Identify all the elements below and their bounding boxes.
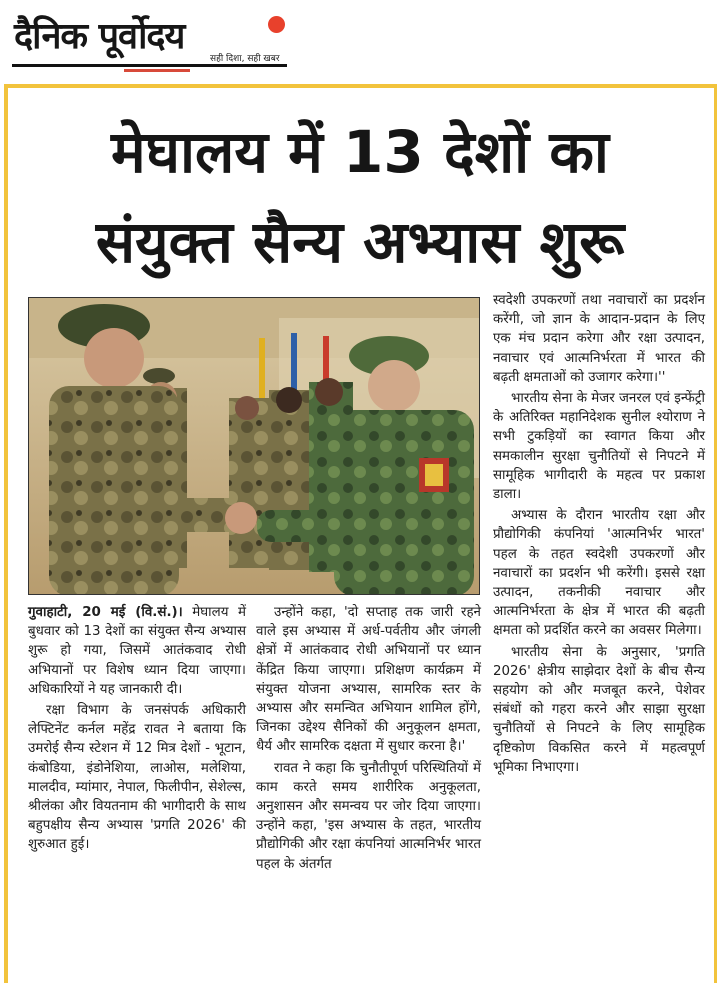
paragraph — [28, 603, 246, 699]
newspaper-name: दैनिक पूर्वोदय — [14, 16, 185, 57]
paragraph-text: मेघालय में बुधवार को 13 देशों का संयुक्त सैन्य अभ्यास शुरू हो गया, जिसमें आतंकवाद रोधी अभियानों पर विशेष ध्यान दिया जाएगा। अधिकारियों ने यह जानकारी दी। — [28, 605, 246, 697]
headline-line-1: मेघालय में 13 देशों का — [111, 118, 609, 186]
article-column-1 — [28, 603, 246, 857]
paragraph: अभ्यास के दौरान भारतीय रक्षा और प्रौद्योगिकी कंपनियां 'आत्मनिर्भर भारत' पहल के तहत स्वदेशी उपकरणों और नवाचारों का प्रदर्शन भी करेंगी। इससे रक्षा उत्पादन, तकनीकी नवाचार और आत्मनिर्भरता के क्षेत्र में भारत की बढ़ती क्षमता को प्रदर्शित करने का अवसर मिलेगा। — [493, 508, 705, 639]
article-column-3 — [493, 291, 705, 779]
article-photo — [28, 297, 480, 595]
dateline: गुवाहाटी, 20 मई (वि.सं.)। — [28, 605, 183, 620]
paragraph: रावत ने कहा कि चुनौतीपूर्ण परिस्थितियों में काम करते समय शारीरिक अनुकूलता, अनुशासन और समन्वय पर जोर दिया जाएगा। उन्होंने कहा, 'इस अभ्यास के तहत, भारतीय प्रौद्योगिकी और रक्षा कंपनियां आत्मनिर्भर भारत पहल के अंतर्गत — [256, 760, 481, 872]
headline-line-2: संयुक्त सैन्य अभ्यास शुरू — [95, 208, 625, 276]
logo-dot-icon — [268, 16, 285, 33]
paragraph: भारतीय सेना के मेजर जनरल एवं इन्फेंट्री के अतिरिक्त महानिदेशक सुनील श्योराण ने सभी टुकड़ियों का स्वागत किया और समकालीन सुरक्षा चुनौतियों से निपटने में सामूहिक भागीदारी के महत्व पर प्रकाश डाला। — [493, 391, 705, 503]
soldiers-handshake-photo-icon — [29, 298, 480, 595]
article-column-2 — [256, 603, 481, 876]
paragraph: स्वदेशी उपकरणों तथा नवाचारों का प्रदर्शन करेंगी, जो ज्ञान के आदान-प्रदान के लिए एक मंच प्रदान करेगा और रक्षा उत्पादन, नवाचार एवं आत्मनिर्भरता में भारत की बढ़ती क्षमताओं को उजागर करेगा।'' — [493, 293, 705, 385]
paragraph: रक्षा विभाग के जनसंपर्क अधिकारी लेफ्टिनेंट कर्नल महेंद्र रावत ने बताया कि उमरोई सैन्य स्टेशन में 12 मित्र देशों - भूटान, कंबोडिया, इंडोनेशिया, लाओस, मलेशिया, मालदीव, म्यांमार, नेपाल, फिलीपीन, सेशेल्स, श्रीलंका और वियतनाम की भागीदारी के साथ बहुपक्षीय सैन्य अभ्यास 'प्रगति 2026' की शुरुआत हुई। — [28, 703, 246, 853]
paragraph: भारतीय सेना के अनुसार, 'प्रगति 2026' क्षेत्रीय साझेदार देशों के बीच सैन्य सहयोग को और मजबूत करने, पेशेवर संबंधों को गहरा करने और साझा सुरक्षा चुनौतियों से निपटने के लिए सामूहिक दृष्टिकोण विकसित करने में महत्वपूर्ण भूमिका निभाएगा। — [493, 644, 705, 775]
newspaper-tagline: सही दिशा, सही खबर — [210, 54, 280, 64]
masthead-rule — [12, 64, 287, 67]
paragraph: उन्होंने कहा, 'दो सप्ताह तक जारी रहने वाले इस अभ्यास में अर्ध-पर्वतीय और जंगली क्षेत्रों में आतंकवाद रोधी अभियानों पर ध्यान केंद्रित किया जाएगा। प्रशिक्षण कार्यक्रम में संयुक्त योजना अभ्यास, सामरिक स्तर के अभ्यास और समन्वित अभियान शामिल होंगे, जिनका उद्देश्य सैनिकों की अनुकूलन क्षमता, धैर्य और सामरिक दक्षता में सुधार करना है।' — [256, 605, 481, 755]
masthead — [12, 8, 287, 70]
masthead-accent-line — [124, 69, 190, 72]
